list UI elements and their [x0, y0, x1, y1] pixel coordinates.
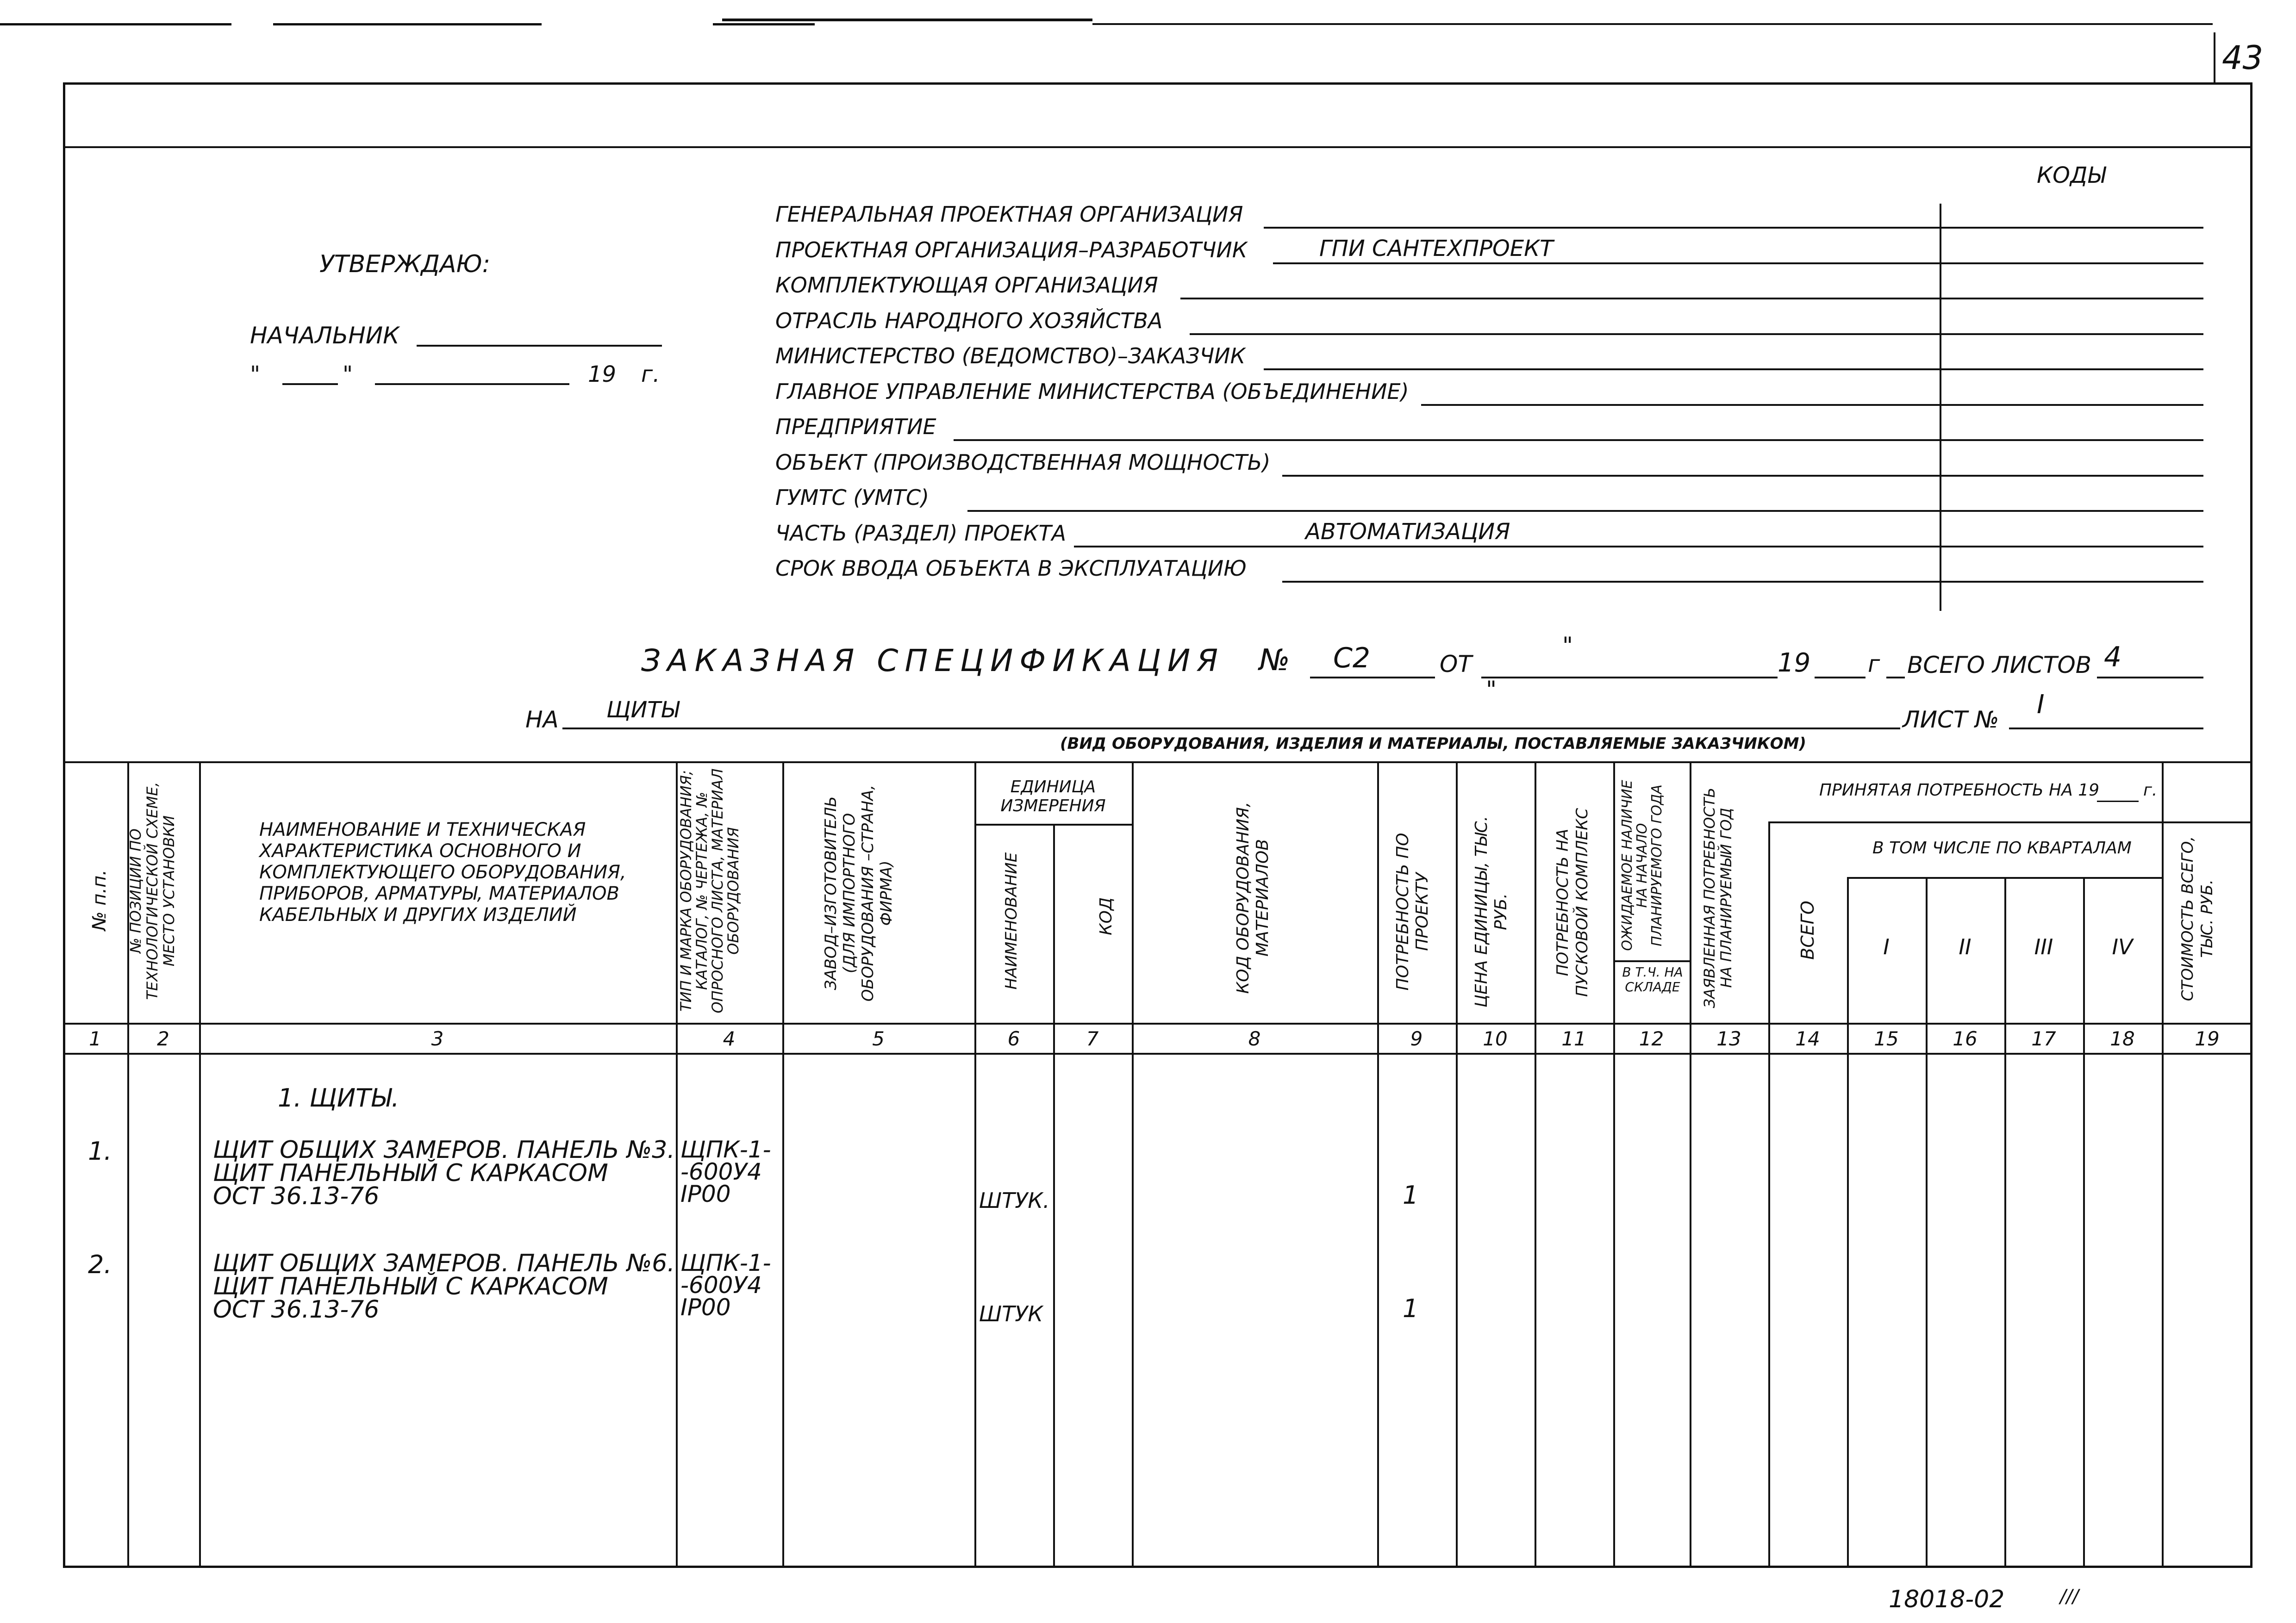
column-number: 5 — [872, 1027, 885, 1050]
column-line — [1847, 877, 1849, 1568]
date-suffix: г. — [641, 361, 660, 387]
header-c12: ОЖИДАЕМОЕ НАЛИЧИЕ НА НАЧАЛО ПЛАНИРУЕМОГО ГОДА — [1619, 780, 1665, 951]
column-line — [1456, 761, 1458, 1568]
header-c5: ЗАВОД–ИЗГОТОВИТЕЛЬ (ДЛЯ ИМПОРТНОГО ОБОРУДОВАНИЯ –СТРАНА, ФИРМА) — [822, 784, 896, 1002]
footer-tail: /// — [2060, 1586, 2079, 1607]
approve-label: УТВЕРЖДАЮ: — [319, 250, 491, 278]
header-c17: III — [2034, 934, 2053, 959]
org-field-label: СРОК ВВОДА ОБЪЕКТА В ЭКСПЛУАТАЦИЮ — [775, 556, 1247, 581]
total-sheets-value: 4 — [2104, 641, 2122, 673]
colnum-bottom-line — [63, 1053, 2252, 1055]
column-line — [1535, 761, 1536, 1568]
column-number: 1 — [89, 1027, 101, 1050]
row-qty: 1 — [1403, 1294, 1419, 1323]
spec-date-line — [1481, 677, 1778, 678]
column-number: 14 — [1795, 1027, 1820, 1050]
top-edge-line — [0, 23, 231, 25]
column-number: 12 — [1639, 1027, 1664, 1050]
spec-number-label: № — [1259, 643, 1290, 678]
org-field-label: ПРЕДПРИЯТИЕ — [775, 414, 936, 439]
column-line — [974, 761, 976, 1568]
footer-code: 18018-02 — [1889, 1586, 2005, 1613]
column-number: 19 — [2195, 1027, 2220, 1050]
org-field-line — [954, 439, 2203, 441]
header-c2: № ПОЗИЦИИ ПО ТЕХНОЛОГИЧЕСКОЙ СХЕМЕ, МЕСТО УСТАНОВКИ — [127, 782, 178, 1000]
header-c11: ПОТРЕБНОСТЬ НА ПУСКОВОЙ КОМПЛЕКС — [1554, 808, 1591, 997]
column-number: 8 — [1248, 1027, 1261, 1050]
column-line — [1132, 761, 1134, 1568]
row-number: 2. — [88, 1250, 112, 1279]
column-line — [1690, 761, 1691, 1568]
chief-label: НАЧАЛЬНИК — [250, 322, 399, 349]
spec-quote-open: " — [1562, 632, 1573, 659]
spec-from-label: ОТ — [1440, 651, 1472, 678]
spec-on-label: НА — [525, 706, 559, 733]
chief-signature-line — [417, 345, 662, 347]
org-field-line — [1282, 475, 2203, 477]
total-sheets-line — [2097, 677, 2203, 678]
codes-divider — [1940, 204, 1941, 611]
column-line — [2083, 877, 2085, 1568]
column-line — [1377, 761, 1379, 1568]
spec-on-line — [562, 728, 1900, 729]
org-field-line — [1264, 368, 2203, 370]
org-field-label: ГЕНЕРАЛЬНАЯ ПРОЕКТНАЯ ОРГАНИЗАЦИЯ — [775, 202, 1243, 227]
org-field-label: ГЛАВНОЕ УПРАВЛЕНИЕ МИНИСТЕРСТВА (ОБЪЕДИНЕНИЕ) — [775, 379, 1409, 404]
column-line — [1053, 824, 1055, 1568]
column-line — [1768, 821, 1770, 1568]
column-line — [782, 761, 784, 1568]
top-edge-line — [1092, 23, 2213, 25]
frame-top-band-line — [63, 146, 2252, 148]
column-number: 18 — [2110, 1027, 2135, 1050]
column-number: 6 — [1007, 1027, 1020, 1050]
spec-title: ЗАКАЗНАЯ СПЕЦИФИКАЦИЯ — [641, 643, 1225, 678]
org-field-line — [1074, 546, 2203, 547]
date-month-line — [375, 383, 569, 385]
sheet-no-line — [2009, 728, 2203, 729]
spec-number-line — [1310, 677, 1435, 678]
spec-quote-close: " — [1486, 676, 1497, 703]
org-field-label: ГУМТС (УМТС) — [775, 485, 930, 510]
column-line — [199, 761, 201, 1568]
header-accepted-suffix: г. — [2143, 781, 2158, 800]
row-unit: ШТУК. — [979, 1188, 1050, 1213]
column-number: 11 — [1561, 1027, 1586, 1050]
column-number: 17 — [2031, 1027, 2056, 1050]
spec-on-value: ЩИТЫ — [606, 697, 680, 723]
org-field-label: ПРОЕКТНАЯ ОРГАНИЗАЦИЯ–РАЗРАБОТЧИК — [775, 237, 1248, 262]
row-name: ЩИТ ОБЩИХ ЗАМЕРОВ. ПАНЕЛЬ №6. ЩИТ ПАНЕЛЬНЫЙ С КАРКАСОМ ОСТ 36.13-76 — [213, 1250, 675, 1324]
header-c14: ВСЕГО — [1797, 901, 1818, 960]
row-name: ЩИТ ОБЩИХ ЗАМЕРОВ. ПАНЕЛЬ №3. ЩИТ ПАНЕЛЬНЫЙ С КАРКАСОМ ОСТ 36.13-76 — [213, 1136, 675, 1210]
date-day-line — [282, 383, 338, 385]
column-number: 16 — [1953, 1027, 1978, 1050]
accepted-year-line — [2097, 801, 2139, 802]
header-c9: ПОТРЕБНОСТЬ ПО ПРОЕКТУ — [1393, 833, 1432, 991]
sheet-number: 43 — [2222, 39, 2264, 77]
header-quarters-group: В ТОМ ЧИСЛЕ ПО КВАРТАЛАМ — [1872, 839, 2132, 858]
date-quote-close: " — [343, 361, 353, 387]
row-type: ЩПК-1- -600У4 IP00 — [680, 1250, 771, 1321]
top-edge-line — [713, 23, 815, 25]
org-field-label: ЧАСТЬ (РАЗДЕЛ) ПРОЕКТА — [775, 520, 1067, 546]
org-field-label: ОТРАСЛЬ НАРОДНОГО ХОЗЯЙСТВА — [775, 308, 1163, 333]
section-title: 1. ЩИТЫ. — [278, 1083, 399, 1113]
spec-dash-line — [1886, 677, 1905, 678]
org-field-line — [1282, 581, 2203, 583]
header-c1: № п.п. — [89, 869, 110, 931]
header-c10: ЦЕНА ЕДИНИЦЫ, ТЫС. РУБ. — [1472, 816, 1510, 1007]
column-number: 13 — [1716, 1027, 1741, 1050]
org-field-label: МИНИСТЕРСТВО (ВЕДОМСТВО)–ЗАКАЗЧИК — [775, 343, 1246, 368]
column-number: 2 — [157, 1027, 169, 1050]
table-top-line — [63, 761, 2252, 763]
header-c8: КОД ОБОРУДОВАНИЯ, МАТЕРИАЛОВ — [1234, 802, 1272, 994]
column-number: 3 — [431, 1027, 444, 1050]
header-c13: ЗАЯВЛЕННАЯ ПОТРЕБНОСТЬ НА ПЛАНИРУЕМЫЙ ГОД — [1701, 787, 1735, 1008]
column-line — [2162, 761, 2164, 1568]
column-number: 4 — [723, 1027, 736, 1050]
org-field-line — [1180, 298, 2203, 299]
org-field-value: АВТОМАТИЗАЦИЯ — [1305, 518, 1510, 545]
row-type: ЩПК-1- -600У4 IP00 — [680, 1136, 771, 1207]
header-accepted-group: ПРИНЯТАЯ ПОТРЕБНОСТЬ НА 19 — [1819, 781, 2100, 800]
column-line — [1926, 877, 1928, 1568]
sheet-number-divider — [2214, 32, 2215, 83]
column-line — [1613, 761, 1615, 1568]
header-bottom-line — [63, 1023, 2252, 1025]
c12-sub-line — [1613, 960, 1690, 962]
org-field-value: ГПИ САНТЕХПРОЕКТ — [1319, 235, 1554, 261]
header-c16: II — [1959, 934, 1972, 959]
spec-year-line — [1815, 677, 1866, 678]
header-c19: СТОИМОСТЬ ВСЕГО, ТЫС. РУБ. — [2178, 836, 2216, 1001]
header-c15: I — [1883, 934, 1890, 959]
org-field-label: КОМПЛЕКТУЮЩАЯ ОРГАНИЗАЦИЯ — [775, 273, 1158, 298]
org-field-line — [1273, 262, 2203, 264]
spec-year-suffix: г — [1868, 651, 1880, 678]
column-number: 10 — [1483, 1027, 1508, 1050]
header-unit-group: ЕДИНИЦА ИЗМЕРЕНИЯ — [1000, 777, 1106, 816]
header-c4: ТИП И МАРКА ОБОРУДОВАНИЯ; КАТАЛОГ, № ЧЕРТЕЖА, № ОПРОСНОГО ЛИСТА, МАТЕРИАЛ ОБОРУДОВАНИЯ — [677, 768, 742, 1014]
row-qty: 1 — [1403, 1181, 1419, 1210]
spec-year: 19 — [1778, 648, 1811, 678]
column-number: 7 — [1086, 1027, 1099, 1050]
date-quote-open: " — [250, 361, 261, 387]
column-number: 15 — [1874, 1027, 1899, 1050]
header-c18: IV — [2112, 934, 2133, 959]
total-sheets-label: ВСЕГО ЛИСТОВ — [1907, 652, 2092, 678]
column-line — [2004, 877, 2006, 1568]
header-c6: НАИМЕНОВАНИЕ — [1002, 852, 1021, 990]
org-field-line — [1264, 227, 2203, 229]
row-unit: ШТУК — [979, 1301, 1043, 1326]
date-year: 19 — [588, 361, 617, 387]
row-number: 1. — [88, 1137, 112, 1166]
org-field-line — [967, 510, 2203, 512]
sheet-no-value: I — [2037, 690, 2045, 720]
spec-number: С2 — [1333, 642, 1371, 674]
header-c3: НАИМЕНОВАНИЕ И ТЕХНИЧЕСКАЯ ХАРАКТЕРИСТИКА ОСНОВНОГО И КОМПЛЕКТУЮЩЕГО ОБОРУДОВАНИЯ, ПРИБОРОВ, АРМАТУРЫ, МАТЕРИАЛОВ КАБЕЛЬНЫХ И ДРУГИХ ИЗДЕЛИЙ — [259, 819, 626, 926]
org-field-line — [1190, 333, 2203, 335]
header-c7: КОД — [1097, 897, 1116, 936]
org-field-line — [1421, 404, 2203, 406]
column-number: 9 — [1410, 1027, 1423, 1050]
top-edge-line — [273, 23, 542, 25]
sheet-no-label: ЛИСТ № — [1903, 706, 1999, 733]
spec-note: (ВИД ОБОРУДОВАНИЯ, ИЗДЕЛИЯ И МАТЕРИАЛЫ, ПОСТАВЛЯЕМЫЕ ЗАКАЗЧИКОМ) — [1060, 734, 1806, 753]
codes-label: КОДЫ — [2037, 162, 2106, 188]
org-field-label: ОБЪЕКТ (ПРОИЗВОДСТВЕННАЯ МОЩНОСТЬ) — [775, 449, 1271, 475]
accepted-group-line — [1768, 821, 2252, 823]
top-edge-line — [722, 19, 1092, 21]
header-c12-sub: В Т.Ч. НА СКЛАДЕ — [1622, 964, 1683, 995]
